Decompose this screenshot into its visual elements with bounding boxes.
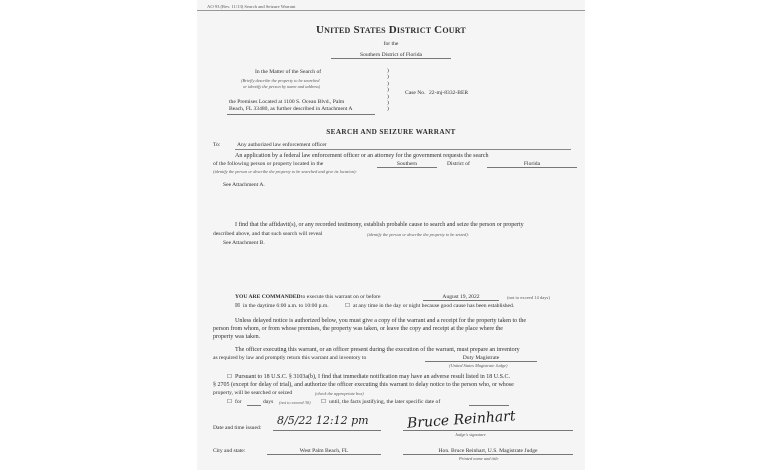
in-matter-text: In the Matter of the Search of (255, 69, 322, 75)
attachment-a: See Attachment A. (223, 182, 265, 188)
days-checkbox[interactable]: ☐ (227, 399, 233, 405)
form-id: AO 93 (Rev. 11/13) Search and Seizure Warrant (207, 4, 296, 9)
findings-line-2: described above, and that such search will reveal (213, 231, 323, 237)
caption-parens: ) ) ) ) ) ) ) (387, 68, 389, 113)
daytime-checkbox[interactable]: ☒ (235, 303, 241, 309)
return-judge: Duty Magistrate (425, 355, 537, 362)
warrant-page (197, 0, 585, 470)
application-line-1: An application by a federal law enforcement officer or an attorney for the government requests the search (235, 153, 489, 159)
officer-line-1: The officer executing this warrant, or an officer present during the execution of the warrant, must prepare an inventory (235, 347, 520, 353)
date-note: (not to exceed 14 days) (507, 295, 550, 300)
delay-line-3-note: (check the appropriate box) (315, 391, 364, 396)
application-line-2: of the following person or property located in the (213, 161, 324, 167)
delayed-notice-line-3: property was taken. (213, 334, 261, 340)
delay-for: for (235, 399, 242, 405)
judge-signature-label: Judge's signature (455, 432, 486, 437)
delay-until: until, the facts justifying, the later specific date of (329, 399, 441, 405)
delay-line-1: Pursuant to 18 U.S.C. § 3103a(b), I find that immediate notification may have an adverse result listed in 18 U.S.C. (235, 374, 510, 380)
to-rule (235, 149, 571, 150)
delay-line-3: property, will be searched or seized (213, 390, 293, 396)
commanded-lead: YOU ARE COMMANDED (235, 294, 301, 300)
delayed-notice-line-2: person from whom, or from whose premises, the property was taken, or leave the copy and receipt at the place where the (213, 326, 503, 332)
execute-by-date: August 19, 2022 (423, 294, 499, 301)
date-issued-value: 8/5/22 12:12 pm (277, 414, 369, 427)
district-value: Southern (377, 161, 437, 168)
to-label: To: (213, 142, 221, 148)
delay-line-2: § 2705 (except for delay of trial), and authorize the officer executing this warrant to delay notice to the person who, or whose (213, 382, 514, 388)
to-recipient: Any authorized law enforcement officer (237, 142, 327, 148)
case-no-label: Case No. (405, 90, 426, 96)
warrant-title: SEARCH AND SEIZURE WARRANT (326, 128, 456, 136)
delay-limit: (not to exceed 30) (279, 400, 311, 405)
date-issued-rule (273, 430, 381, 431)
days-blank (247, 405, 261, 406)
delay-days: days (263, 399, 274, 405)
return-judge-note: (United States Magistrate Judge) (449, 363, 508, 368)
court-title: United States District Court (316, 24, 466, 36)
city-value: West Palm Beach, FL (267, 448, 381, 455)
for-text: for the (383, 41, 399, 47)
attachment-b: See Attachment B. (223, 240, 265, 246)
identify-note: (identify the person or describe the property to be searched and give its location): (213, 169, 357, 174)
caption-rule (227, 114, 375, 115)
anytime-option: at any time in the day or night because good cause has been established. (353, 303, 515, 309)
premises-line-1: the Premises Located at 1100 S. Ocean Blvd., Palm (229, 99, 345, 105)
state-value: Florida (487, 161, 577, 168)
district-of-label: District of (447, 161, 470, 167)
describe-note-1: (Briefly describe the property to be searched (241, 78, 320, 83)
delay-checkbox[interactable]: ☐ (227, 374, 233, 380)
delayed-notice-line-1: Unless delayed notice is authorized below, you must give a copy of the warrant and a receipt for the property taken to the (235, 318, 527, 324)
printed-name-label: Printed name and title (459, 456, 499, 461)
printed-name: Hon. Bruce Reinhart, U.S. Magistrate Judge (403, 448, 573, 455)
until-checkbox[interactable]: ☐ (321, 399, 327, 405)
daytime-option: in the daytime 6:00 a.m. to 10:00 p.m. (243, 303, 329, 309)
case-number: 22-mj-8332-BER (429, 90, 469, 96)
premises-line-2: Beach, FL 33480, as further described in Attachment A (229, 106, 353, 112)
city-label: City and state: (213, 448, 246, 454)
findings-line-1: I find that the affidavit(s), or any recorded testimony, establish probable cause to search and seize the person or property (235, 222, 524, 228)
signature-rule (403, 430, 573, 431)
until-date-blank (469, 405, 509, 406)
district-name: Southern District of Florida (331, 52, 451, 59)
officer-line-2: as required by law and promptly return this warrant and inventory to (213, 355, 367, 361)
anytime-checkbox[interactable]: ☐ (345, 303, 351, 309)
describe-note-2: or identify the person by name and address) (243, 84, 321, 89)
header-rule (197, 10, 585, 11)
date-issued-label: Date and time issued: (213, 425, 262, 431)
findings-note: (identify the person or describe the property to be seized): (367, 232, 470, 237)
commanded-line-1: to execute this warrant on or before (301, 294, 381, 300)
judge-signature: Bruce Reinhart (406, 408, 517, 432)
